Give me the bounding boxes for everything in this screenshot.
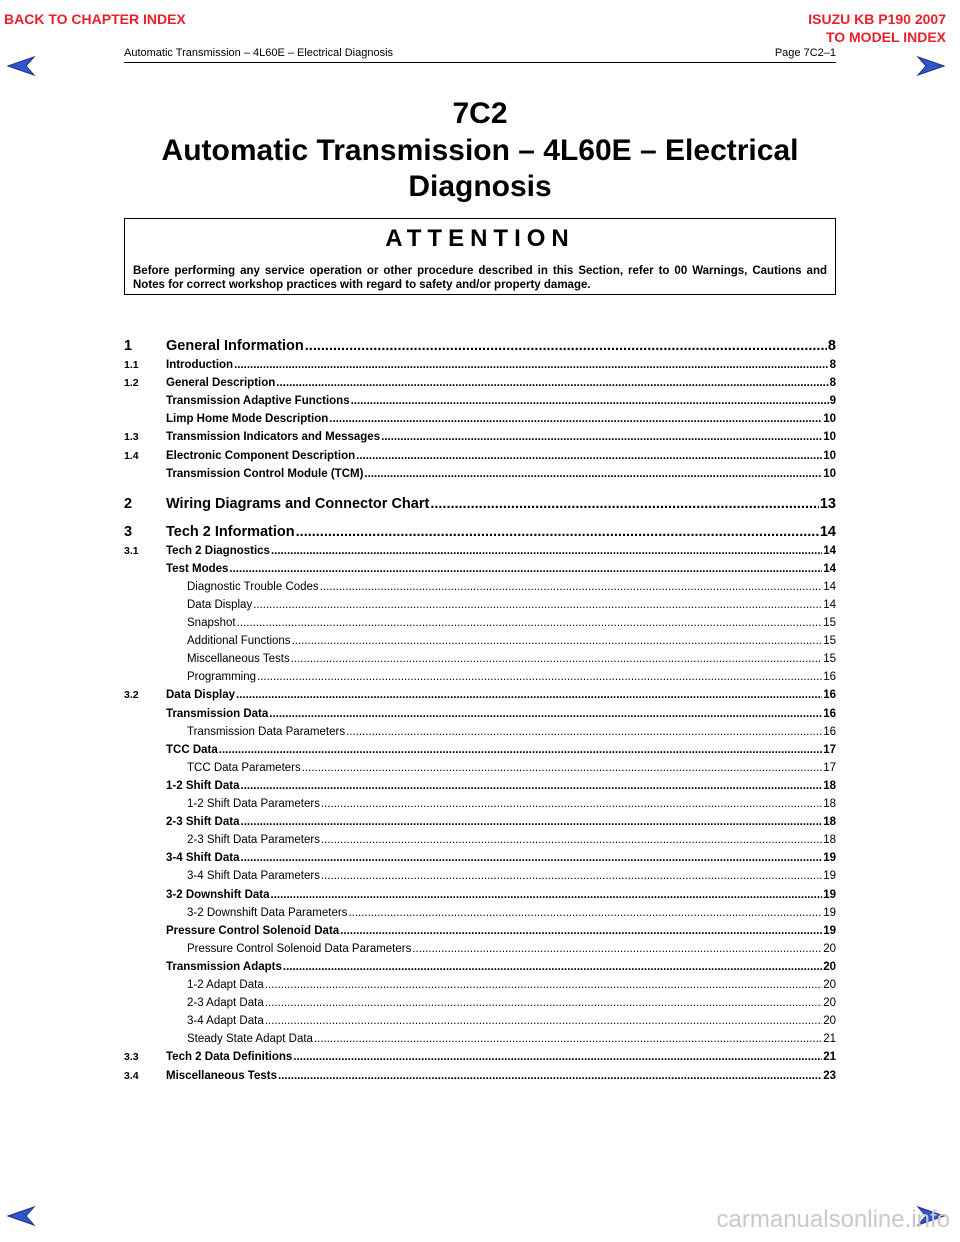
toc-entry-title: 3-4 Shift Data xyxy=(166,852,240,865)
toc-entry-page: 19 xyxy=(823,888,836,901)
toc-entry[interactable] xyxy=(124,689,836,701)
toc-entry[interactable] xyxy=(124,852,836,864)
toc-entry-title: 1-2 Shift Data Parameters xyxy=(187,798,320,810)
toc-entry-page: 10 xyxy=(823,431,836,444)
watermark: carmanualsonline.info xyxy=(716,1206,950,1233)
toc-dot-leader xyxy=(276,377,828,389)
toc-entry-page: 15 xyxy=(823,617,836,629)
toc-entry-title: Snapshot xyxy=(187,617,236,629)
toc-entry-page: 14 xyxy=(823,598,836,611)
toc-dot-leader xyxy=(321,870,822,882)
toc-entry-title: Introduction xyxy=(166,359,234,371)
toc-entry-title: 3-4 Shift Data Parameters xyxy=(187,870,320,883)
toc-entry[interactable] xyxy=(124,1070,836,1082)
toc-entry-title: Limp Home Mode Description xyxy=(166,413,329,426)
prev-page-left-arrow-icon[interactable] xyxy=(6,55,36,77)
toc-entry[interactable] xyxy=(124,961,836,973)
toc-entry-number: 3.2 xyxy=(124,689,139,702)
toc-entry-number: 3.3 xyxy=(124,1051,139,1064)
toc-entry[interactable] xyxy=(124,870,836,882)
attention-heading: ATTENTION xyxy=(385,225,575,252)
toc-entry[interactable] xyxy=(124,816,836,828)
prev-page-left-arrow-icon-bottom[interactable] xyxy=(6,1205,36,1227)
header-rule xyxy=(124,62,836,63)
toc-dot-leader xyxy=(321,834,822,846)
toc-entry-title: Transmission Data Parameters xyxy=(187,725,346,738)
toc-entry-title: Transmission Adapts xyxy=(166,960,282,973)
toc-entry-title: Transmission Adaptive Functions xyxy=(166,395,350,408)
toc-entry[interactable] xyxy=(124,338,836,354)
back-to-chapter-index-link[interactable]: BACK TO CHAPTER INDEX xyxy=(4,11,186,27)
toc-entry-title: Miscellaneous Tests xyxy=(166,1069,277,1082)
toc-entry-page: 16 xyxy=(823,671,836,684)
toc-entry-page: 9 xyxy=(829,395,836,408)
toc-entry-page: 20 xyxy=(823,1015,836,1028)
toc-entry-page: 19 xyxy=(823,906,836,919)
toc-dot-leader xyxy=(412,943,822,955)
toc-entry-page: 16 xyxy=(823,725,836,738)
toc-entry[interactable] xyxy=(124,979,836,991)
toc-entry-title: 2-3 Shift Data xyxy=(166,816,240,829)
toc-dot-leader xyxy=(292,635,823,647)
toc-entry[interactable] xyxy=(124,744,836,756)
toc-entry[interactable] xyxy=(124,997,836,1009)
toc-entry-page: 16 xyxy=(823,707,836,720)
header-section-name: Automatic Transmission – 4L60E – Electrical Diagnosis xyxy=(124,47,394,59)
attention-text: Before performing any service operation or other procedure described in this Section, refer to 00 Warnings, Cautions and Notes for correct workshop practices with regard to safety and/or property damage. xyxy=(133,265,827,291)
toc-entry-page: 18 xyxy=(823,816,836,829)
toc-entry[interactable] xyxy=(124,395,836,407)
toc-entry[interactable] xyxy=(124,599,836,611)
toc-dot-leader xyxy=(314,1033,822,1045)
toc-entry-title: Tech 2 Diagnostics xyxy=(166,544,270,557)
toc-entry-number: 3.1 xyxy=(124,544,139,557)
toc-dot-leader xyxy=(351,395,829,407)
toc-entry-page: 19 xyxy=(823,852,836,865)
toc-entry-title: 1-2 Adapt Data xyxy=(187,979,264,991)
toc-entry-title: Tech 2 Information xyxy=(166,523,295,540)
toc-entry-title: 3-2 Downshift Data xyxy=(166,888,270,901)
toc-entry-page: 13 xyxy=(819,495,836,512)
toc-dot-leader xyxy=(364,468,822,480)
toc-dot-leader xyxy=(293,1051,822,1063)
toc-dot-leader xyxy=(305,338,827,354)
toc-entry-title: General Information xyxy=(166,338,304,354)
toc-entry-page: 8 xyxy=(827,338,836,354)
toc-entry-page: 23 xyxy=(823,1069,836,1082)
toc-entry[interactable] xyxy=(124,450,836,462)
toc-entry-page: 14 xyxy=(823,562,836,575)
toc-entry-page: 19 xyxy=(823,870,836,883)
toc-entry[interactable] xyxy=(124,780,836,792)
toc-entry-number: 1.3 xyxy=(124,431,139,444)
toc-dot-leader xyxy=(241,780,823,792)
toc-entry-page: 10 xyxy=(823,467,836,480)
toc-entry[interactable] xyxy=(124,581,836,593)
toc-dot-leader xyxy=(265,997,822,1009)
toc-dot-leader xyxy=(271,889,823,901)
toc-entry-title: Transmission Data xyxy=(166,707,269,720)
toc-entry[interactable] xyxy=(124,617,836,629)
toc-entry-number: 1.2 xyxy=(124,377,139,390)
toc-entry[interactable] xyxy=(124,563,836,575)
attention-box xyxy=(124,218,836,295)
toc-dot-leader xyxy=(348,907,822,919)
toc-entry-title: TCC Data xyxy=(166,743,218,756)
toc-entry[interactable] xyxy=(124,496,836,512)
toc-entry-page: 10 xyxy=(823,413,836,426)
toc-entry[interactable] xyxy=(124,708,836,720)
toc-entry-title: Tech 2 Data Definitions xyxy=(166,1051,293,1064)
toc-entry-page: 17 xyxy=(823,761,836,774)
toc-entry[interactable] xyxy=(124,762,836,774)
toc-dot-leader xyxy=(278,1070,822,1082)
toc-entry-number: 3.4 xyxy=(124,1069,139,1082)
header-page-number: Page 7C2–1 xyxy=(774,47,836,59)
toc-dot-leader xyxy=(236,689,822,701)
toc-dot-leader xyxy=(430,496,819,512)
toc-dot-leader xyxy=(356,450,822,462)
toc-dot-leader xyxy=(265,1015,822,1027)
toc-entry-title: Data Display xyxy=(166,689,236,702)
toc-entry[interactable] xyxy=(124,726,836,738)
toc-entry[interactable] xyxy=(124,545,836,557)
toc-dot-leader xyxy=(302,762,822,774)
toc-entry-page: 20 xyxy=(823,997,836,1010)
toc-entry-title: Test Modes xyxy=(166,562,229,575)
toc-entry-title: Steady State Adapt Data xyxy=(187,1033,313,1046)
toc-entry-number: 3 xyxy=(124,523,133,540)
toc-entry-title: General Description xyxy=(166,377,276,390)
toc-entry[interactable] xyxy=(124,524,836,540)
toc-entry[interactable] xyxy=(124,653,836,665)
toc-entry-page: 18 xyxy=(823,779,836,792)
toc-entry-page: 10 xyxy=(823,449,836,462)
toc-entry-page: 18 xyxy=(823,798,836,810)
toc-entry-title: Data Display xyxy=(187,598,253,611)
section-number: 7C2 xyxy=(452,97,508,130)
section-title-line-2: Diagnosis xyxy=(408,170,552,203)
toc-entry-number: 1.1 xyxy=(124,359,139,371)
toc-dot-leader xyxy=(269,708,822,720)
toc-entry[interactable] xyxy=(124,943,836,955)
toc-entry-page: 14 xyxy=(823,544,836,557)
toc-entry-page: 19 xyxy=(823,924,836,937)
toc-entry[interactable] xyxy=(124,1033,836,1045)
toc-dot-leader xyxy=(237,617,823,629)
toc-entry-page: 8 xyxy=(829,359,836,371)
toc-entry-page: 15 xyxy=(823,635,836,648)
toc-entry-number: 1 xyxy=(124,338,133,354)
toc-entry-title: Transmission Control Module (TCM) xyxy=(166,467,364,480)
toc-entry[interactable] xyxy=(124,468,836,480)
toc-entry-page: 18 xyxy=(823,834,836,847)
toc-entry-page: 20 xyxy=(823,960,836,973)
toc-entry-page: 21 xyxy=(823,1051,836,1064)
toc-entry-title: 3-2 Downshift Data Parameters xyxy=(187,906,348,919)
toc-dot-leader xyxy=(381,431,822,443)
next-page-right-arrow-icon[interactable] xyxy=(916,55,946,77)
toc-entry[interactable] xyxy=(124,1015,836,1027)
toc-dot-leader xyxy=(291,653,823,665)
toc-dot-leader xyxy=(241,816,823,828)
toc-dot-leader xyxy=(234,359,829,371)
toc-entry-title: 1-2 Shift Data xyxy=(166,779,240,792)
toc-entry-page: 16 xyxy=(823,689,836,702)
toc-entry-title: Additional Functions xyxy=(187,635,291,648)
toc-entry-title: Miscellaneous Tests xyxy=(187,653,290,666)
toc-entry-title: Programming xyxy=(187,671,257,684)
toc-entry[interactable] xyxy=(124,1051,836,1063)
toc-dot-leader xyxy=(271,545,822,557)
toc-entry[interactable] xyxy=(124,834,836,846)
toc-dot-leader xyxy=(253,599,822,611)
toc-entry[interactable] xyxy=(124,377,836,389)
toc-entry-page: 15 xyxy=(823,653,836,666)
toc-entry-title: TCC Data Parameters xyxy=(187,761,301,774)
toc-entry-page: 14 xyxy=(819,523,836,540)
toc-entry[interactable] xyxy=(124,907,836,919)
toc-entry[interactable] xyxy=(124,889,836,901)
toc-dot-leader xyxy=(321,798,822,810)
toc-entry[interactable] xyxy=(124,413,836,425)
toc-dot-leader xyxy=(219,744,822,756)
toc-dot-leader xyxy=(257,671,822,683)
toc-entry[interactable] xyxy=(124,798,836,810)
toc-entry-number: 2 xyxy=(124,495,133,512)
toc-entry-page: 17 xyxy=(823,743,836,756)
running-header xyxy=(124,47,836,60)
toc-dot-leader xyxy=(329,413,822,425)
toc-entry-page: 21 xyxy=(823,1033,836,1046)
section-title xyxy=(124,96,836,204)
toc-entry[interactable] xyxy=(124,671,836,683)
toc-dot-leader xyxy=(346,726,822,738)
toc-dot-leader xyxy=(283,961,822,973)
toc-entry[interactable] xyxy=(124,635,836,647)
to-model-index-link[interactable]: TO MODEL INDEX xyxy=(825,29,946,45)
toc-entry-title: Pressure Control Solenoid Data Parameters xyxy=(187,942,412,955)
toc-dot-leader xyxy=(229,563,822,575)
toc-entry-page: 14 xyxy=(823,580,836,593)
toc-dot-leader xyxy=(241,852,823,864)
toc-entry[interactable] xyxy=(124,431,836,443)
toc-entry-page: 20 xyxy=(823,942,836,955)
toc-entry[interactable] xyxy=(124,925,836,937)
toc-entry-title: Transmission Indicators and Messages xyxy=(166,431,381,444)
toc-entry-number: 1.4 xyxy=(124,449,139,462)
toc-entry[interactable] xyxy=(124,359,836,371)
toc-dot-leader xyxy=(320,581,823,593)
toc-dot-leader xyxy=(340,925,822,937)
toc-entry-title: 2-3 Shift Data Parameters xyxy=(187,834,320,847)
toc-entry-title: Wiring Diagrams and Connector Chart xyxy=(166,495,430,512)
toc-dot-leader xyxy=(265,979,822,991)
toc-entry-title: Pressure Control Solenoid Data xyxy=(166,924,340,937)
section-title-line-1: Automatic Transmission – 4L60E – Electrical xyxy=(161,134,799,167)
toc-dot-leader xyxy=(296,524,819,540)
toc-entry-title: Diagnostic Trouble Codes xyxy=(187,580,319,593)
toc-entry-title: 3-4 Adapt Data xyxy=(187,1015,264,1028)
toc-entry-page: 20 xyxy=(823,979,836,991)
toc-entry-title: Electronic Component Description xyxy=(166,449,356,462)
toc-entry-page: 8 xyxy=(829,377,836,390)
toc-entry-title: 2-3 Adapt Data xyxy=(187,997,264,1010)
model-title-link[interactable]: ISUZU KB P190 2007 xyxy=(808,11,946,27)
